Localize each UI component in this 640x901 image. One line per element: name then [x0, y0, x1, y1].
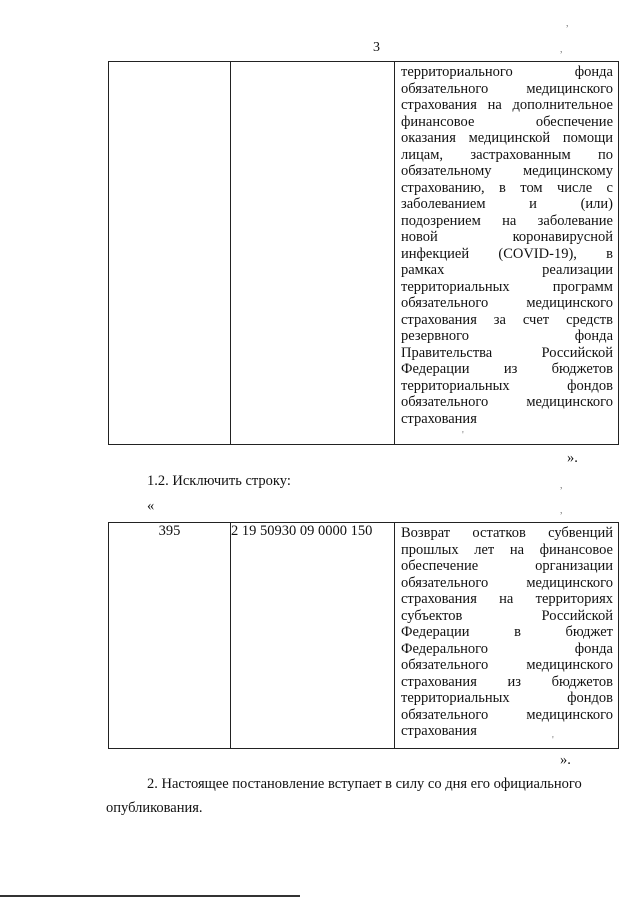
description-line: новой коронавирусной	[401, 229, 613, 245]
scan-mark: ,	[566, 18, 569, 29]
budget-table-continued	[108, 61, 619, 445]
scan-mark: '	[552, 735, 554, 746]
closing-quote: ».	[567, 450, 578, 466]
description-line: страхования из бюджетов	[401, 673, 613, 690]
description-line: территориального фонда	[401, 64, 613, 80]
description-line: инфекцией (COVID-19), в	[401, 245, 613, 262]
paragraph-2-line-2: опубликования.	[106, 800, 203, 816]
opening-quote: «	[147, 498, 155, 514]
description-line: обязательного медицинского	[401, 80, 613, 97]
scan-mark: ,	[560, 44, 563, 55]
description-line: Федерации в бюджет	[401, 624, 613, 640]
description-line: заболеванием и (или)	[401, 196, 613, 212]
description-line: оказания медицинской помощи	[401, 130, 613, 146]
footer-rule	[0, 895, 300, 897]
description-text	[395, 62, 618, 427]
item-1-2-heading: 1.2. Исключить строку:	[147, 473, 291, 489]
description-line: обязательного медицинского	[401, 574, 613, 591]
description-line: обеспечение организации	[401, 558, 613, 574]
description-line: Возврат остатков субвенций	[401, 525, 613, 541]
scan-mark: ,	[560, 505, 563, 516]
table-cell-number: 395	[109, 523, 231, 749]
description-line: обязательного медицинского	[401, 706, 613, 723]
description-line: территориальных фондов	[401, 690, 613, 706]
paragraph-2-line-1: 2. Настоящее постановление вступает в силу со дня его официального	[147, 776, 582, 792]
description-text	[395, 523, 618, 740]
description-line: лицам, застрахованным по	[401, 146, 613, 163]
description-line: рамках реализации	[401, 262, 613, 278]
description-line: Федерального фонда	[401, 640, 613, 657]
table-row	[109, 523, 619, 749]
description-line: субъектов Российской	[401, 607, 613, 624]
description-line: обязательного медицинского	[401, 657, 613, 673]
description-line: резервного фонда	[401, 328, 613, 344]
table-cell-code	[231, 62, 395, 445]
description-line: Федерации из бюджетов	[401, 361, 613, 377]
table-cell-description	[395, 523, 619, 749]
scan-mark: ,	[560, 480, 563, 491]
description-line: страхования на территориях	[401, 591, 613, 607]
description-line: обязательного медицинского	[401, 295, 613, 311]
scan-mark: '	[462, 430, 464, 441]
description-line: территориальных фондов	[401, 377, 613, 394]
description-line: страхования за счет средств	[401, 311, 613, 328]
budget-table-removed-row	[108, 522, 619, 749]
description-line: страхования	[401, 410, 477, 427]
description-line: страхованию, в том числе с	[401, 179, 613, 196]
description-line: подозрением на заболевание	[401, 212, 613, 229]
description-line: обязательного медицинского	[401, 394, 613, 410]
table-row	[109, 62, 619, 445]
description-line: Правительства Российской	[401, 344, 613, 361]
table-cell-description	[395, 62, 619, 445]
table-cell-number	[109, 62, 231, 445]
description-line: финансовое обеспечение	[401, 113, 613, 130]
description-line: страхования на дополнительное	[401, 97, 613, 113]
page-number: 3	[373, 40, 380, 55]
description-line: обязательному медицинскому	[401, 163, 613, 179]
closing-quote: ».	[560, 752, 571, 768]
description-line: прошлых лет на финансовое	[401, 541, 613, 558]
description-line: страхования	[401, 723, 477, 739]
table-cell-code: 2 19 50930 09 0000 150	[231, 523, 395, 749]
description-line: территориальных программ	[401, 278, 613, 295]
